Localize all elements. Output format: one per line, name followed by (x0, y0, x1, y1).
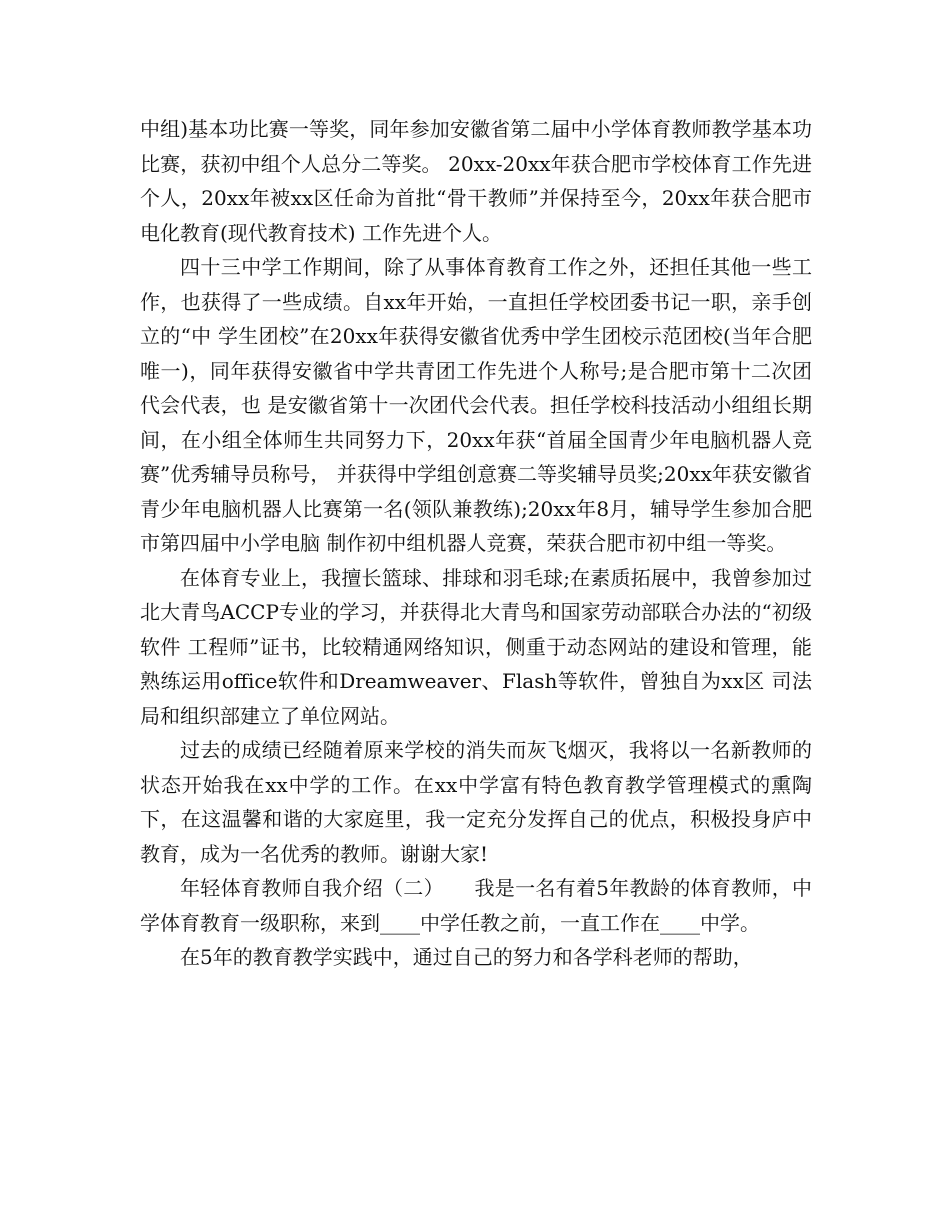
paragraph-teaching-practice: 在5年的教育教学实践中，通过自己的努力和各学科老师的帮助， (180, 945, 753, 969)
paragraph-intro-two: 年轻体育教师自我介绍（二） 我是一名有着5年教龄的体育教师，中学体育教育一级职称，来到____中学任教之前，一直工作在____中学。 (140, 876, 812, 935)
paragraph-skills: 在体育专业上，我擅长篮球、排球和羽毛球;在素质拓展中，我曾参加过北大青鸟ACCP专业的学习，并获得北大青鸟和国家劳动部联合办法的“初级软件 工程师”证书，比较精通网络知识，侧重于动态网站的建设和管理，能熟练运用office软件和Dreamweaver、Flash等软件，曾独自为xx区 司法局和组织部建立了单位网站。 (140, 565, 812, 728)
paragraph-awards-continued: 中组)基本功比赛一等奖，同年参加安徽省第二届中小学体育教师教学基本功比赛，获初中组个人总分二等奖。 20xx-20xx年获合肥市学校体育工作先进个人，20xx年被xx区任命为首批“骨干教师”并保持至今，20xx年获合肥市电化教育(现代教育技术) 工作先进个人。 (140, 117, 812, 245)
paragraph-conclusion: 过去的成绩已经随着原来学校的消失而灰飞烟灭，我将以一名新教师的状态开始我在xx中学的工作。在xx中学富有特色教育教学管理模式的熏陶下，在这温馨和谐的大家庭里，我一定充分发挥自己的优点，积极投身庐中教育，成为一名优秀的教师。谢谢大家! (140, 738, 812, 866)
paragraph-school-work: 四十三中学工作期间，除了从事体育教育工作之外，还担任其他一些工作，也获得了一些成绩。自xx年开始，一直担任学校团委书记一职，亲手创立的“中 学生团校”在20xx年获得安徽省优秀中学生团校示范团校(当年合肥唯一)，同年获得安徽省中学共青团工作先进个人称号;是合肥市第十二次团代会代表，也 是安徽省第十一次团代会代表。担任学校科技活动小组组长期间，在小组全体师生共同努力下，20xx年获“首届全国青少年电脑机器人竞赛”优秀辅导员称号， 并获得中学组创意赛二等奖辅导员奖;20xx年获安徽省青少年电脑机器人比赛第一名(领队兼教练);20xx年8月，辅导学生参加合肥市第四届中小学电脑 制作初中组机器人竞赛，荣获合肥市初中组一等奖。 (140, 255, 812, 555)
document-page (140, 112, 812, 975)
